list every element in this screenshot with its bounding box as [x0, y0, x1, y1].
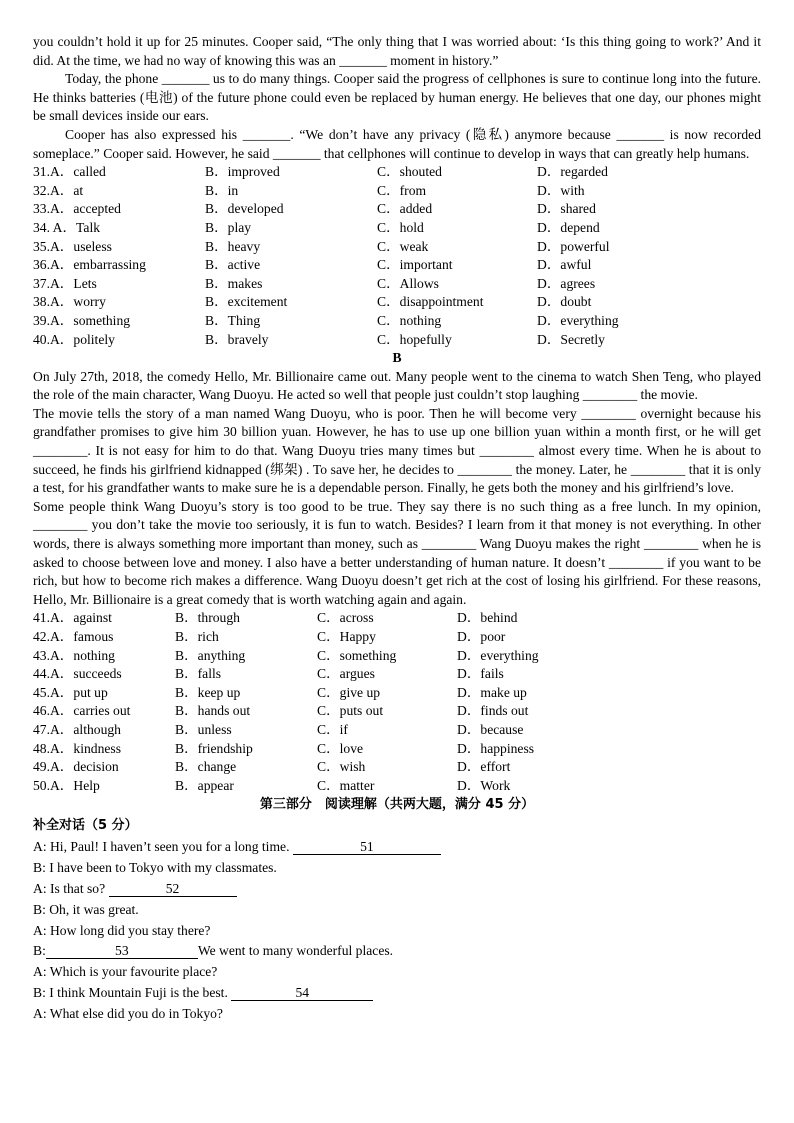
option-b: B．developed: [205, 201, 284, 217]
option-b: B．friendship: [175, 740, 253, 756]
option-d: D．awful: [537, 257, 592, 273]
option-row: [33, 312, 761, 331]
option-a: 47.A．although: [33, 721, 121, 737]
option-row: [33, 219, 761, 238]
dialogue-text: B:: [33, 943, 46, 959]
dialogue-text-after: We went to many wonderful places.: [197, 943, 394, 959]
option-row: [33, 238, 761, 257]
option-d: D．Work: [457, 777, 511, 793]
option-a: 36.A．embarrassing: [33, 257, 146, 273]
option-c: C．if: [317, 721, 348, 737]
option-d: D．regarded: [537, 164, 608, 180]
option-a: 39.A．something: [33, 312, 131, 328]
option-d: D．happiness: [457, 740, 535, 756]
option-a: 35.A．useless: [33, 238, 112, 254]
option-b: B．rich: [175, 629, 219, 644]
dialogue-title: 补全对话（5 分）: [33, 818, 138, 834]
option-b: B．keep up: [175, 684, 241, 700]
option-b: B．anything: [175, 647, 246, 663]
option-c: C．Allows: [377, 275, 439, 291]
option-a: 41.A．against: [33, 610, 112, 626]
option-c: C．something: [317, 647, 397, 663]
option-b: B．hands out: [175, 703, 251, 719]
option-a: 45.A．put up: [33, 684, 108, 700]
dialogue-line: [33, 858, 761, 879]
option-row: [33, 777, 761, 796]
option-a: 50.A．Help: [33, 777, 100, 793]
option-row: [33, 163, 761, 182]
answer-blank-53[interactable]: 53: [46, 943, 198, 959]
passage-a-paragraph-1: you couldn’t hold it up for 25 minutes. Cooper said, “The only thing that I was worried about: ‘Is this thing going to work?’ And it did. At the time, we had no way of knowing this was an _______ moment in history.”: [33, 34, 761, 68]
option-c: C．added: [377, 201, 433, 217]
option-c: C．important: [377, 257, 453, 273]
option-b: B．play: [205, 219, 252, 235]
option-row: [33, 275, 761, 294]
dialogue-text: A: Hi, Paul! I haven’t seen you for a long time.: [33, 839, 293, 855]
option-d: D．with: [537, 182, 585, 198]
option-row: [33, 628, 761, 647]
option-b: B．through: [175, 610, 240, 626]
passage-b-paragraph-2: The movie tells the story of a man named Wang Duoyu, who is poor. Then he will become very ________ overnight because his grandfather promises to give him 30 billion yuan. However, he has to use up one billion yuan within a month first, or he will get ________. It is not easy for him to do that. Wang Duoyu tries many times but ________ almost every time. When he is about to succeed, he finds his girlfriend kidnapped (绑架) . To save her, he decides to ________ the money. Later, he ________ that it is only a test, for his grandfather wants to make sure he is a dependable person. Finally, he gets both the money and his girlfriend’s love.: [33, 405, 761, 496]
dialogue-text: B: I think Mountain Fuji is the best.: [33, 984, 232, 1000]
option-d: D．because: [457, 721, 524, 737]
dialogue-text: A: Which is your favourite place?: [33, 964, 218, 980]
option-d: D．agrees: [537, 275, 596, 291]
option-row: [33, 256, 761, 275]
dialogue: [33, 837, 761, 1024]
answer-blank-54[interactable]: 54: [231, 985, 373, 1001]
option-b: B．appear: [175, 777, 234, 793]
option-row: [33, 609, 761, 628]
option-b: B．Thing: [205, 312, 261, 328]
option-c: C．across: [317, 610, 374, 626]
dialogue-line: [33, 962, 761, 983]
option-d: D．depend: [537, 219, 600, 235]
option-d: D．powerful: [537, 238, 610, 254]
option-row: [33, 721, 761, 740]
option-row: [33, 293, 761, 312]
option-row: [33, 665, 761, 684]
dialogue-text: B: Oh, it was great.: [33, 901, 139, 917]
option-c: C．nothing: [377, 312, 442, 328]
option-c: C．matter: [317, 777, 375, 793]
dialogue-line: [33, 941, 761, 962]
option-b: B．improved: [205, 164, 280, 180]
option-c: C．argues: [317, 666, 375, 682]
option-c: C．puts out: [317, 703, 384, 719]
option-d: D．shared: [537, 201, 596, 217]
dialogue-text: A: How long did you stay there?: [33, 922, 211, 938]
dialogue-line: [33, 879, 761, 900]
passage-a-paragraph-3: Cooper has also expressed his _______. “We don’t have any privacy (隐私) anymore because _______ is now recorded someplace.” Cooper said. However, he said _______ that cellphones will continue to develop in ways that can greatly help humans.: [33, 126, 761, 161]
option-d: D．poor: [457, 629, 506, 644]
option-a: 31.A．called: [33, 164, 106, 180]
option-row: [33, 758, 761, 777]
option-c: C．from: [377, 182, 427, 198]
option-c: C．shouted: [377, 164, 442, 180]
option-row: [33, 702, 761, 721]
passage-b-paragraph-1: On July 27th, 2018, the comedy Hello, Mr. Billionaire came out. Many people went to the cinema to watch Shen Teng, who played the role of the main character, Wang Duoyu. He acted so well that people just couldn’t stop laughing ________ the movie.: [33, 368, 761, 403]
option-a: 48.A．kindness: [33, 740, 121, 756]
option-d: D．doubt: [537, 294, 592, 310]
option-b: B．active: [205, 257, 261, 273]
exam-page: [33, 33, 761, 1025]
option-a: 38.A．worry: [33, 294, 106, 310]
option-b: B．change: [175, 759, 237, 775]
option-row: [33, 200, 761, 219]
option-c: C．wish: [317, 759, 366, 775]
option-c: C．give up: [317, 684, 381, 700]
option-a: 49.A．decision: [33, 759, 119, 775]
answer-blank-51[interactable]: 51: [293, 839, 441, 855]
dialogue-line: [33, 983, 761, 1004]
passage-b-paragraph-3: Some people think Wang Duoyu’s story is too good to be true. They say there is no such thing as a free lunch. In my opinion, ________ you don’t take the movie too seriously, it is fun to watch. Besides? I learn from it that money is not everything. In other words, there is always something more important than money, such as ________ Wang Duoyu makes the right ________ when he is asked to choose between love and money. I also have a better understanding of human nature. It doesn’t ________ if you want to be rich, but how to become rich makes a difference. Wang Duoyu doesn’t get rich at the cost of losing his girlfriend. For these reasons, Hello, Mr. Billionaire is a great comedy that is worth watching again and again.: [33, 498, 761, 607]
option-row: [33, 331, 761, 350]
options-list-41-50: [33, 609, 761, 795]
dialogue-text: A: What else did you do in Tokyo?: [33, 1005, 223, 1021]
option-d: D．fails: [457, 666, 504, 682]
option-d: D．finds out: [457, 703, 529, 719]
option-b: B．bravely: [205, 331, 269, 347]
option-c: C．hopefully: [377, 331, 452, 347]
option-a: 32.A．at: [33, 182, 84, 198]
option-row: [33, 647, 761, 666]
option-a: 43.A．nothing: [33, 647, 115, 663]
option-d: D．everything: [457, 647, 539, 663]
dialogue-line: [33, 837, 761, 858]
option-d: D．Secretly: [537, 331, 605, 347]
dialogue-line: [33, 1004, 761, 1025]
option-b: B．heavy: [205, 238, 261, 254]
option-d: D．behind: [457, 610, 518, 626]
option-b: B．excitement: [205, 294, 288, 310]
part-three-heading: 第三部分 阅读理解（共两大题，满分 45 分）: [259, 797, 535, 813]
option-c: C．hold: [377, 219, 424, 235]
option-a: 46.A．carries out: [33, 703, 131, 719]
option-d: D．effort: [457, 759, 511, 775]
option-a: 44.A．succeeds: [33, 666, 122, 682]
dialogue-text: B: I have been to Tokyo with my classmates.: [33, 860, 277, 876]
option-c: C．weak: [377, 238, 429, 254]
option-b: B．unless: [175, 721, 232, 737]
option-b: B．in: [205, 182, 239, 198]
option-row: [33, 182, 761, 201]
option-b: B．falls: [175, 666, 222, 682]
options-list-31-40: [33, 163, 761, 349]
option-a: 33.A．accepted: [33, 201, 121, 217]
passage-a-paragraph-2: Today, the phone _______ us to do many things. Cooper said the progress of cellphones is sure to continue long into the future. He thinks batteries (电池) of the future phone could even be replaced by human energy. He believes that one day, our phones might be small devices inside our ears.: [33, 71, 761, 124]
option-a: 34. A．Talk: [33, 219, 101, 235]
option-d: D．make up: [457, 684, 527, 700]
dialogue-line: [33, 900, 761, 921]
dialogue-text: A: Is that so?: [33, 880, 109, 896]
option-c: C．Happy: [317, 629, 376, 644]
option-b: B．makes: [205, 275, 263, 291]
option-d: D．everything: [537, 312, 619, 328]
section-b-heading: B: [392, 350, 402, 366]
option-row: [33, 740, 761, 759]
answer-blank-52[interactable]: 52: [109, 881, 237, 897]
option-c: C．love: [317, 740, 364, 756]
option-row: [33, 684, 761, 703]
option-a: 37.A．Lets: [33, 275, 97, 291]
option-a: 42.A．famous: [33, 629, 114, 644]
option-a: 40.A．politely: [33, 331, 115, 347]
dialogue-line: [33, 921, 761, 942]
option-c: C．disappointment: [377, 294, 484, 310]
